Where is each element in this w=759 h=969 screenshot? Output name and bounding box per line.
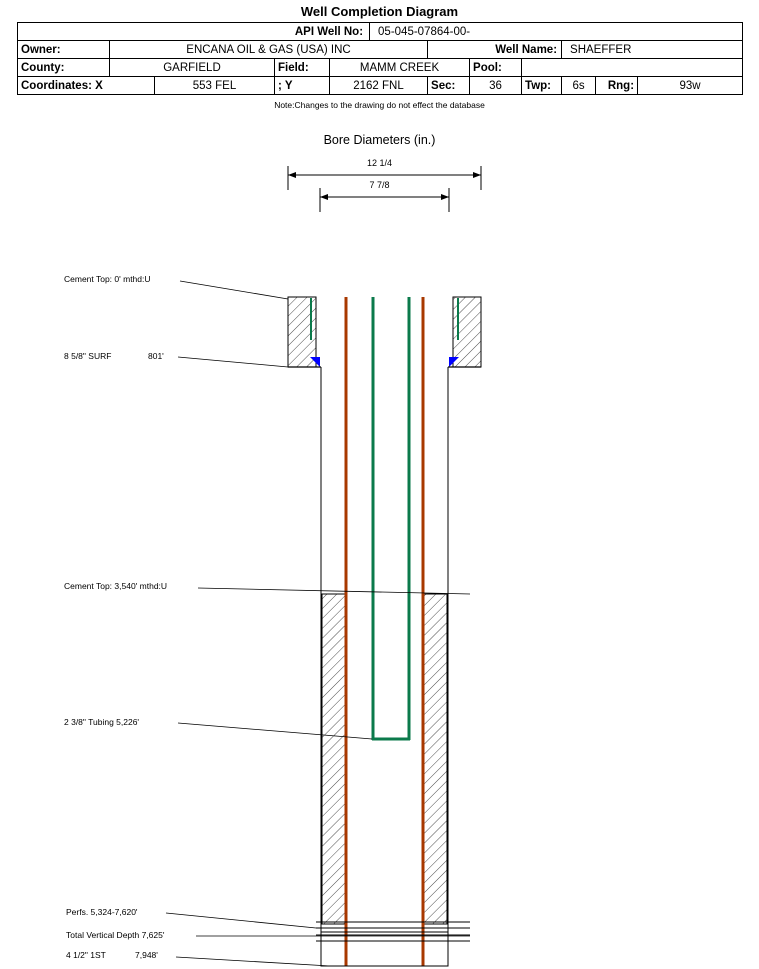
coord-y-label: ; Y (275, 77, 330, 95)
annotation-perforations: Perfs. 5,324-7,620' (66, 907, 138, 917)
sec-label: Sec: (428, 77, 470, 95)
rng-value: 93w (638, 77, 743, 95)
api-label: API Well No: (18, 23, 370, 41)
annotation-surface-casing-depth: 801' (148, 351, 164, 361)
wellname-label: Well Name: (428, 41, 562, 59)
annotation-surface-casing: 8 5/8" SURF (64, 351, 112, 361)
pool-value (522, 59, 743, 77)
table-row-county (18, 59, 743, 77)
annotation-tubing: 2 3/8" Tubing 5,226' (64, 717, 140, 727)
annotation-production-casing-depth: 7,948' (135, 950, 158, 960)
annotation-cement-top-production: Cement Top: 3,540' mthd:U (64, 581, 168, 591)
coord-x-value: 553 FEL (155, 77, 275, 95)
annotation-total-vertical-depth: Total Vertical Depth 7,625' (66, 930, 165, 940)
coordinates-label: Coordinates: X (18, 77, 155, 95)
sec-value: 36 (470, 77, 522, 95)
bore-diameters-title: Bore Diameters (in.) (323, 133, 436, 147)
county-label: County: (18, 59, 110, 77)
twp-value: 6s (562, 77, 596, 95)
field-label: Field: (275, 59, 330, 77)
pool-label: Pool: (470, 59, 522, 77)
annotation-cement-top-surface: Cement Top: 0' mthd:U (64, 274, 151, 284)
annotation-production-casing: 4 1/2" 1ST (66, 950, 106, 960)
twp-label: Twp: (522, 77, 562, 95)
api-value: 05-045-07864-00- (370, 23, 743, 41)
owner-value: ENCANA OIL & GAS (USA) INC (110, 41, 428, 59)
database-note: Note:Changes to the drawing do not effect the database (274, 100, 485, 110)
owner-label: Owner: (18, 41, 110, 59)
casing-shoe-markers (288, 357, 481, 367)
wellbore-walls (321, 367, 448, 966)
production-casing-string (346, 297, 423, 966)
wellname-value: SHAEFFER (562, 41, 743, 59)
county-value: GARFIELD (110, 59, 275, 77)
table-row-api (18, 23, 743, 41)
production-casing-cement (322, 594, 447, 924)
bore-outer-diameter-label: 12 1/4 (366, 158, 393, 168)
bore-inner-diameter-label: 7 7/8 (369, 180, 390, 190)
surface-casing-cement (288, 297, 481, 367)
rng-label: Rng: (596, 77, 638, 95)
well-header-table (17, 22, 743, 95)
annotation-leader-lines (166, 281, 470, 966)
perforations-zone (316, 922, 470, 966)
coord-y-value: 2162 FNL (330, 77, 428, 95)
bore-dimension-inner (320, 188, 449, 212)
table-row-owner (18, 41, 743, 59)
tubing-string (311, 297, 458, 740)
field-value: MAMM CREEK (330, 59, 470, 77)
table-row-coordinates (18, 77, 743, 95)
page-title: Well Completion Diagram (300, 4, 459, 19)
